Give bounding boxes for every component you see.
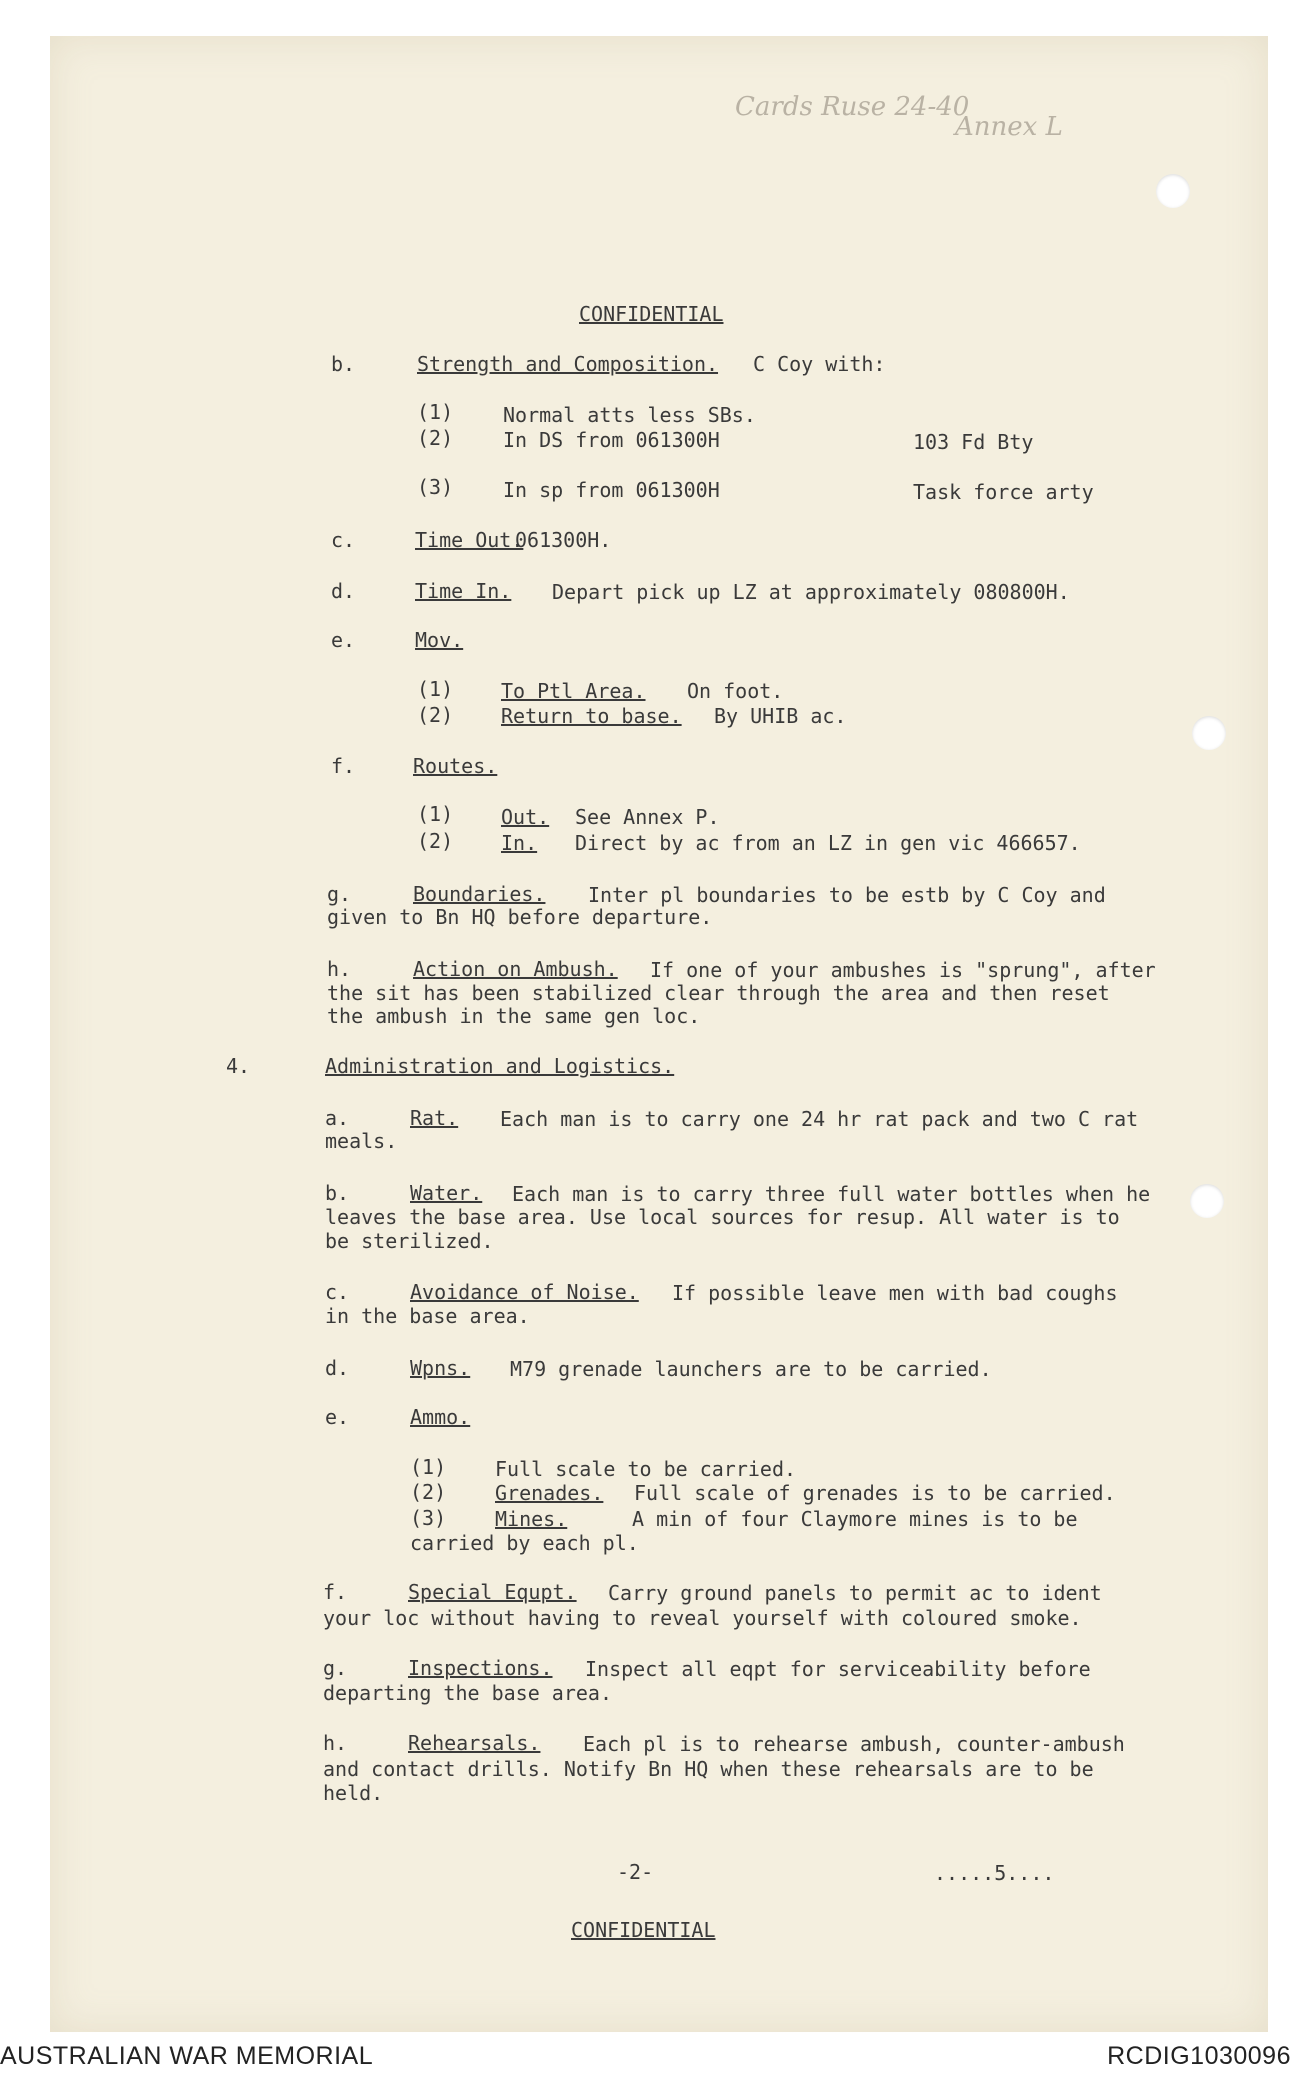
item-text: 061300H. bbox=[515, 528, 612, 552]
item-number: h. bbox=[323, 1731, 348, 1755]
sub-title: Grenades. bbox=[495, 1481, 604, 1505]
sub-text: On foot. bbox=[687, 679, 784, 703]
item-number: a. bbox=[325, 1106, 350, 1130]
item-title: Wpns. bbox=[410, 1356, 471, 1380]
item-title: Ammo. bbox=[410, 1405, 471, 1429]
item-number: h. bbox=[327, 957, 352, 981]
handwritten-note: Annex L bbox=[955, 112, 1063, 142]
item-text: If possible leave men with bad coughs bbox=[672, 1281, 1118, 1305]
item-text: the sit has been stabilized clear through the area and then reset bbox=[327, 981, 1110, 1005]
item-number: c. bbox=[331, 528, 356, 552]
footer-confidential: CONFIDENTIAL bbox=[571, 1918, 716, 1942]
item-number: e. bbox=[331, 628, 356, 652]
sub-number: (2) bbox=[417, 426, 454, 450]
item-number: g. bbox=[327, 882, 352, 906]
item-text: be sterilized. bbox=[325, 1229, 494, 1253]
item-text: departing the base area. bbox=[323, 1681, 612, 1705]
item-number: d. bbox=[331, 579, 356, 603]
sub-text: In sp from 061300H bbox=[503, 478, 720, 502]
sub-right: Task force arty bbox=[913, 480, 1094, 504]
item-text: Carry ground panels to permit ac to ident bbox=[608, 1581, 1102, 1605]
item-text: Each man is to carry three full water bottles when he bbox=[512, 1182, 1151, 1206]
item-text: the ambush in the same gen loc. bbox=[327, 1004, 701, 1028]
sub-text: In DS from 061300H bbox=[503, 428, 720, 452]
item-text: meals. bbox=[325, 1129, 398, 1153]
item-text: Inspect all eqpt for serviceability before bbox=[585, 1657, 1091, 1681]
item-number: e. bbox=[325, 1405, 350, 1429]
sub-number: (1) bbox=[417, 400, 454, 424]
item-text: M79 grenade launchers are to be carried. bbox=[510, 1357, 992, 1381]
item-text: carried by each pl. bbox=[410, 1531, 639, 1555]
sub-number: (1) bbox=[410, 1455, 447, 1479]
sub-text: A min of four Claymore mines is to be bbox=[632, 1507, 1078, 1531]
archive-footer bbox=[0, 2032, 1303, 2082]
sub-title: In. bbox=[501, 831, 538, 855]
sub-number: (3) bbox=[410, 1506, 447, 1530]
item-number: c. bbox=[325, 1280, 350, 1304]
next-page-indicator: .....5.... bbox=[934, 1861, 1055, 1885]
sub-number: (2) bbox=[417, 829, 454, 853]
item-text: held. bbox=[323, 1781, 384, 1805]
item-number: g. bbox=[323, 1656, 348, 1680]
item-number: f. bbox=[323, 1580, 348, 1604]
item-title: Time In. bbox=[415, 579, 512, 603]
item-text: Inter pl boundaries to be estb by C Coy and bbox=[588, 883, 1106, 907]
punch-hole bbox=[1156, 174, 1190, 208]
item-text: Depart pick up LZ at approximately 080800H. bbox=[552, 580, 1070, 604]
sub-text: Full scale of grenades is to be carried. bbox=[634, 1481, 1116, 1505]
item-title: Avoidance of Noise. bbox=[410, 1280, 639, 1304]
sub-text: Full scale to be carried. bbox=[495, 1457, 797, 1481]
item-title: Routes. bbox=[413, 754, 498, 778]
handwritten-note: Cards Ruse 24-40 bbox=[735, 92, 970, 122]
punch-hole bbox=[1190, 1184, 1224, 1218]
archive-name: AUSTRALIAN WAR MEMORIAL bbox=[0, 2042, 374, 2070]
sub-text: Normal atts less SBs. bbox=[503, 403, 756, 427]
sub-text: Direct by ac from an LZ in gen vic 466657. bbox=[575, 831, 1081, 855]
item-title: Rehearsals. bbox=[408, 1731, 541, 1755]
item-number: d. bbox=[325, 1356, 350, 1380]
header-confidential: CONFIDENTIAL bbox=[579, 302, 724, 326]
sub-number: (3) bbox=[417, 475, 454, 499]
item-text: Each man is to carry one 24 hr rat pack and two C rat bbox=[500, 1107, 1139, 1131]
item-text: and contact drills. Notify Bn HQ when these rehearsals are to be bbox=[323, 1757, 1094, 1781]
item-text: given to Bn HQ before departure. bbox=[327, 905, 713, 929]
item-title: Strength and Composition. bbox=[417, 352, 719, 376]
sub-title: Return to base. bbox=[501, 704, 682, 728]
item-number: b. bbox=[325, 1181, 350, 1205]
sub-number: (2) bbox=[417, 703, 454, 727]
section-title: Administration and Logistics. bbox=[325, 1054, 675, 1078]
sub-number: (1) bbox=[417, 802, 454, 826]
item-title: Time Out. bbox=[415, 528, 524, 552]
sub-text: By UHIB ac. bbox=[714, 704, 847, 728]
item-title: Rat. bbox=[410, 1106, 459, 1130]
item-title: Boundaries. bbox=[413, 882, 546, 906]
item-title: Inspections. bbox=[408, 1656, 553, 1680]
sub-text: See Annex P. bbox=[575, 805, 720, 829]
sub-right: 103 Fd Bty bbox=[913, 430, 1034, 454]
sub-title: Mines. bbox=[495, 1507, 568, 1531]
sub-title: Out. bbox=[501, 805, 550, 829]
item-title: Special Equpt. bbox=[408, 1580, 577, 1604]
item-number: f. bbox=[331, 754, 356, 778]
item-number: b. bbox=[331, 352, 356, 376]
punch-hole bbox=[1192, 716, 1226, 750]
sub-number: (1) bbox=[417, 677, 454, 701]
item-text: in the base area. bbox=[325, 1304, 530, 1328]
sub-title: To Ptl Area. bbox=[501, 679, 646, 703]
item-title: Action on Ambush. bbox=[413, 957, 618, 981]
item-text: leaves the base area. Use local sources for resup. All water is to bbox=[325, 1205, 1120, 1229]
item-title: Water. bbox=[410, 1181, 483, 1205]
item-text: your loc without having to reveal yourself with coloured smoke. bbox=[323, 1606, 1082, 1630]
sub-number: (2) bbox=[410, 1480, 447, 1504]
item-text: C Coy with: bbox=[753, 352, 886, 376]
section-number: 4. bbox=[226, 1054, 251, 1078]
item-text: Each pl is to rehearse ambush, counter-ambush bbox=[583, 1732, 1125, 1756]
item-title: Mov. bbox=[415, 628, 464, 652]
item-text: If one of your ambushes is "sprung", after bbox=[650, 958, 1156, 982]
archive-id: RCDIG1030096 bbox=[1107, 2042, 1291, 2070]
page-number: -2- bbox=[617, 1860, 654, 1884]
